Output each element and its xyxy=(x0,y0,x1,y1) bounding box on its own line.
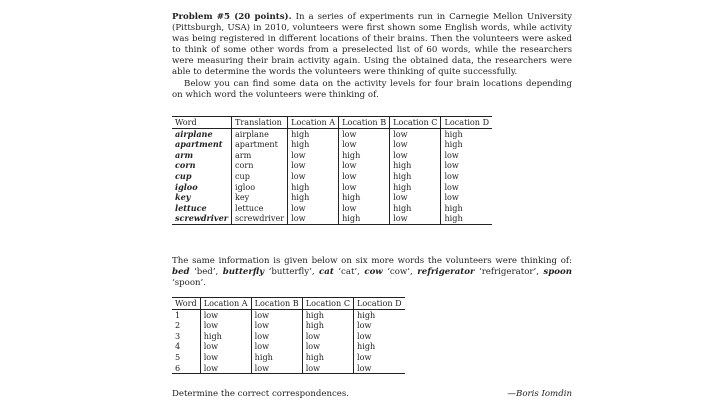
table2-cell: high xyxy=(357,341,376,352)
table1-cell: arm xyxy=(234,149,252,160)
problem-page xyxy=(172,12,572,399)
table1-cell: high xyxy=(441,139,492,150)
note-word: bed xyxy=(172,267,190,278)
table1-cell: low xyxy=(390,192,441,203)
table1-cell: high xyxy=(288,128,339,139)
table1-cell: high xyxy=(339,150,390,161)
table1-row xyxy=(172,128,492,139)
table1-row xyxy=(172,182,492,193)
table2-cell: low xyxy=(357,330,372,341)
table1-word: igloo xyxy=(172,182,231,193)
table1-word: key xyxy=(172,192,231,203)
table1-word: cup xyxy=(172,171,231,182)
table2-number: 4 xyxy=(172,341,200,352)
table1-cell: low xyxy=(441,192,492,203)
table1-cell: high xyxy=(390,203,441,214)
table1-cell: low xyxy=(441,160,492,171)
intro-text: In a series of experiments run in Carnegie Mellon University (Pittsburgh, USA) in 2010, volunteers were first shown some English words, while activity was being registered in different locations of their brains. Then the volunteers were asked to think of some other words from a preselected list of 60 words, while the researchers were measuring their brain activity again. Using the obtained data, the researchers were able to determine the words the volunteers were thinking of quite successfully. xyxy=(172,12,572,78)
table2-row xyxy=(172,331,405,342)
note-word: butterfly xyxy=(222,267,265,278)
problem-heading: Problem #5 (20 points). xyxy=(172,12,292,22)
table2-cell: high xyxy=(200,331,251,342)
table1-header: Location D xyxy=(441,117,492,129)
note-gloss: ‘bed’, xyxy=(189,267,223,278)
table2-cell: low xyxy=(200,363,251,374)
table2-cell: low xyxy=(357,362,372,373)
table2-cell: high xyxy=(251,352,302,363)
table1-header: Location B xyxy=(339,117,390,129)
table2-cell: high xyxy=(357,309,376,320)
table2-row xyxy=(172,320,405,331)
table1-cell: low xyxy=(339,203,390,214)
note-gloss: ‘spoon’. xyxy=(172,278,206,289)
table1-cell: low xyxy=(390,128,441,139)
table2-cell: low xyxy=(200,352,251,363)
table1-cell: lettuce xyxy=(234,202,264,213)
table1-word: screwdriver xyxy=(172,213,231,224)
table1-cell: low xyxy=(390,150,441,161)
table1-row xyxy=(172,171,492,182)
table2-row xyxy=(172,352,405,363)
table1-cell: cup xyxy=(234,170,250,181)
table1-row xyxy=(172,139,492,150)
table2-row xyxy=(172,309,405,320)
table1-cell: low xyxy=(339,160,390,171)
table2-cell: low xyxy=(357,320,372,331)
table2-cell: low xyxy=(200,320,251,331)
table2-cell: low xyxy=(302,331,353,342)
table1-word: lettuce xyxy=(172,203,231,214)
table1-cell: low xyxy=(339,139,390,150)
table2-cell: low xyxy=(200,341,251,352)
table1-cell: key xyxy=(234,192,250,203)
table1-header: Location C xyxy=(390,117,441,129)
table1-word: apartment xyxy=(172,139,231,150)
table1-cell: low xyxy=(390,139,441,150)
table1-cell: high xyxy=(339,192,390,203)
table2-cell: low xyxy=(251,363,302,374)
table1-header: Translation xyxy=(231,117,287,129)
table1-cell: low xyxy=(441,150,492,161)
table1-cell: low xyxy=(339,171,390,182)
table2-cell: low xyxy=(251,341,302,352)
table1-cell: high xyxy=(390,182,441,193)
table1-word: arm xyxy=(172,150,231,161)
note-gloss: ‘refrigerator’, xyxy=(474,267,544,278)
table1-cell: screwdriver xyxy=(234,213,285,224)
note-gloss: ‘cow’, xyxy=(382,267,418,278)
note-gloss: ‘cat’, xyxy=(333,267,365,278)
problem-intro xyxy=(172,12,572,79)
table1-cell: high xyxy=(441,128,492,139)
table1-cell: low xyxy=(288,171,339,182)
table2-number: 1 xyxy=(172,309,200,320)
table1-cell: high xyxy=(288,192,339,203)
table1-row xyxy=(172,203,492,214)
table1-cell: apartment xyxy=(234,139,278,150)
table1-cell: high xyxy=(390,171,441,182)
table1-cell: high xyxy=(288,182,339,193)
table2-header: Location C xyxy=(302,298,353,310)
table1-cell: high xyxy=(288,139,339,150)
table1-cell: low xyxy=(441,171,492,182)
table2-number: 2 xyxy=(172,320,200,331)
table2-cell: high xyxy=(302,352,353,363)
table1-cell: low xyxy=(288,213,339,224)
table2-header: Location A xyxy=(200,298,251,310)
note-prefix: The same information is given below on six more words the volunteers were thinking of: xyxy=(172,256,572,266)
note-word: cat xyxy=(319,267,334,278)
table1-row xyxy=(172,150,492,161)
table1-word: corn xyxy=(172,160,231,171)
author-signature: —Boris Iomdin xyxy=(507,389,572,399)
intro-text-2: Below you can find some data on the activity levels for four brain locations depending on which word the volunteers were thinking of. xyxy=(172,78,572,100)
table1-cell: low xyxy=(288,150,339,161)
note-word: refrigerator xyxy=(417,267,475,278)
note-word: cow xyxy=(364,267,383,278)
instruction-text: Determine the correct correspondences. xyxy=(172,389,350,399)
table2-number: 3 xyxy=(172,331,200,342)
note-gloss: ‘butterfly’, xyxy=(264,267,320,278)
table2-cell: low xyxy=(200,309,251,320)
table2-header: Location B xyxy=(251,298,302,310)
table1-cell: low xyxy=(441,182,492,193)
table1-cell: airplane xyxy=(234,128,269,139)
table1-cell: igloo xyxy=(234,181,256,192)
table1-header: Word xyxy=(172,117,231,129)
table2-cell: low xyxy=(357,351,372,362)
table1-cell: low xyxy=(288,203,339,214)
table1-row xyxy=(172,213,492,224)
table2-cell: low xyxy=(302,363,353,374)
note-word: spoon xyxy=(543,267,572,278)
table2-number: 5 xyxy=(172,352,200,363)
table1-cell: low xyxy=(339,128,390,139)
table2-cell: low xyxy=(251,331,302,342)
table2-row xyxy=(172,341,405,352)
table1-cell: high xyxy=(390,160,441,171)
table2-header: Location D xyxy=(354,298,405,310)
numbered-activity-table xyxy=(172,297,405,374)
table1-row xyxy=(172,160,492,171)
footer xyxy=(172,389,572,399)
table2-header: Word xyxy=(172,298,200,310)
table2-number: 6 xyxy=(172,363,200,374)
additional-words-note xyxy=(172,256,572,289)
table1-row xyxy=(172,192,492,203)
table1-cell: corn xyxy=(234,160,254,171)
table1-word: airplane xyxy=(172,128,231,139)
table1-cell: high xyxy=(441,203,492,214)
table1-cell: high xyxy=(441,213,492,224)
table2-row xyxy=(172,363,405,374)
table2-cell: high xyxy=(302,320,353,331)
table1-cell: low xyxy=(288,160,339,171)
table1-cell: high xyxy=(339,213,390,224)
table2-cell: low xyxy=(302,341,353,352)
table2-cell: low xyxy=(251,309,302,320)
table1-cell: low xyxy=(339,182,390,193)
table1-cell: low xyxy=(390,213,441,224)
table1-header: Location A xyxy=(288,117,339,129)
table2-cell: high xyxy=(302,309,353,320)
table2-cell: low xyxy=(251,320,302,331)
word-activity-table xyxy=(172,116,492,225)
